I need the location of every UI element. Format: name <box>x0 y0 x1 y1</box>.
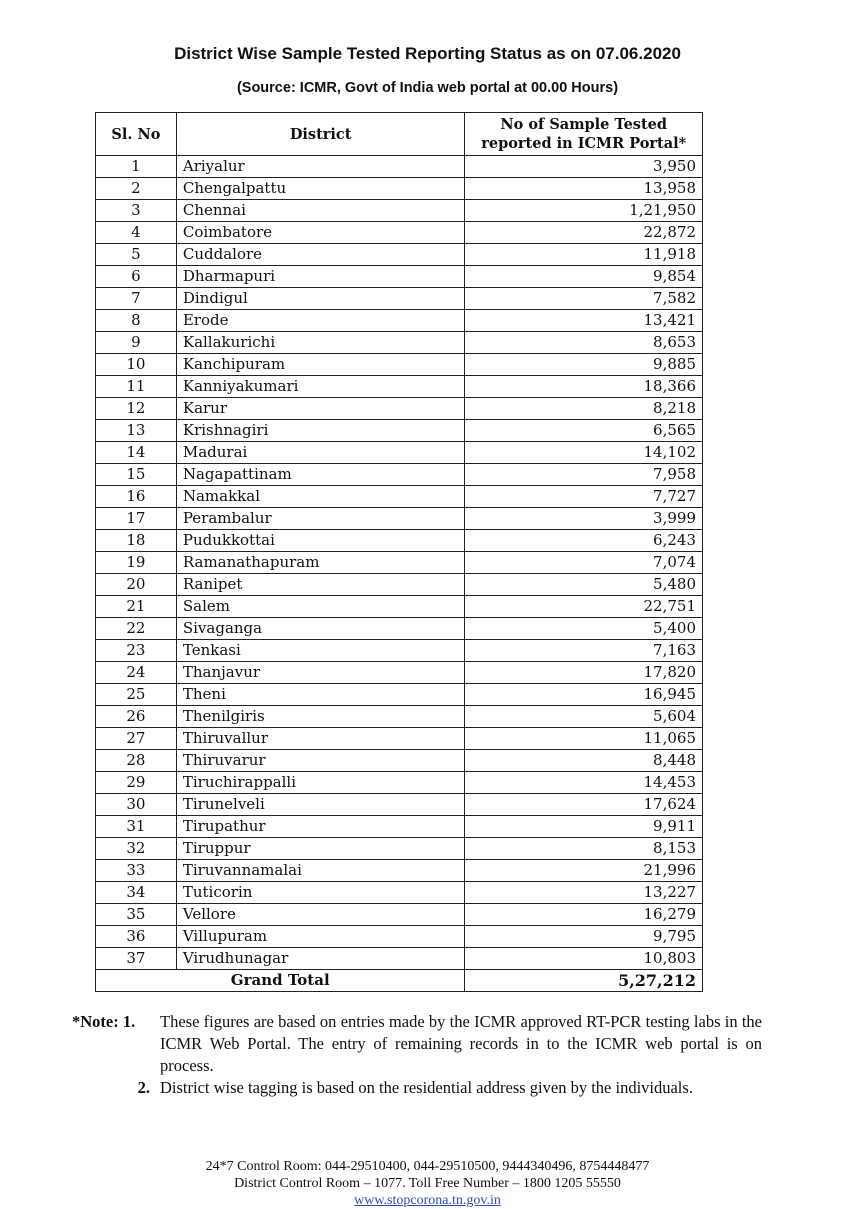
table-row <box>96 156 703 178</box>
table-row <box>96 926 703 948</box>
table-row <box>96 486 703 508</box>
samples-tested-cell: 3,950 <box>465 156 703 178</box>
sl-no-cell: 33 <box>96 860 177 882</box>
sl-no-cell: 8 <box>96 310 177 332</box>
note-2 <box>72 1077 762 1099</box>
sl-no-cell: 11 <box>96 376 177 398</box>
table-row <box>96 332 703 354</box>
samples-tested-cell: 22,751 <box>465 596 703 618</box>
header-sl-no: Sl. No <box>96 113 177 156</box>
table-row <box>96 684 703 706</box>
district-cell: Karur <box>176 398 465 420</box>
table-row <box>96 750 703 772</box>
note-1 <box>72 1011 762 1077</box>
grand-total-row <box>96 970 703 992</box>
samples-tested-cell: 14,102 <box>465 442 703 464</box>
sl-no-cell: 28 <box>96 750 177 772</box>
samples-tested-cell: 14,453 <box>465 772 703 794</box>
note-label: 2. <box>137 1078 150 1097</box>
sl-no-cell: 6 <box>96 266 177 288</box>
table-row <box>96 596 703 618</box>
samples-tested-cell: 9,911 <box>465 816 703 838</box>
sl-no-cell: 20 <box>96 574 177 596</box>
website-link[interactable]: www.stopcorona.tn.gov.in <box>354 1193 501 1208</box>
table-row <box>96 640 703 662</box>
table-row <box>96 354 703 376</box>
district-cell: Erode <box>176 310 465 332</box>
samples-tested-cell: 8,653 <box>465 332 703 354</box>
note-text: These figures are based on entries made by the ICMR approved RT-PCR testing labs in the ICMR Web Portal. The entry of remaining records in to the ICMR web portal is on process. <box>160 1012 762 1075</box>
samples-tested-cell: 17,820 <box>465 662 703 684</box>
district-cell: Theni <box>176 684 465 706</box>
samples-tested-cell: 9,795 <box>465 926 703 948</box>
sl-no-cell: 27 <box>96 728 177 750</box>
sl-no-cell: 17 <box>96 508 177 530</box>
district-cell: Dindigul <box>176 288 465 310</box>
district-cell: Madurai <box>176 442 465 464</box>
district-cell: Coimbatore <box>176 222 465 244</box>
samples-tested-cell: 7,958 <box>465 464 703 486</box>
sl-no-cell: 26 <box>96 706 177 728</box>
district-cell: Tirupathur <box>176 816 465 838</box>
district-cell: Ranipet <box>176 574 465 596</box>
sl-no-cell: 14 <box>96 442 177 464</box>
sl-no-cell: 16 <box>96 486 177 508</box>
samples-tested-cell: 16,945 <box>465 684 703 706</box>
sl-no-cell: 9 <box>96 332 177 354</box>
district-cell: Sivaganga <box>176 618 465 640</box>
district-cell: Tenkasi <box>176 640 465 662</box>
table-header-row <box>96 113 703 156</box>
notes-section <box>72 1011 762 1099</box>
district-cell: Dharmapuri <box>176 266 465 288</box>
samples-tested-cell: 11,065 <box>465 728 703 750</box>
district-cell: Salem <box>176 596 465 618</box>
table-row <box>96 772 703 794</box>
sl-no-cell: 37 <box>96 948 177 970</box>
district-cell: Krishnagiri <box>176 420 465 442</box>
district-cell: Thenilgiris <box>176 706 465 728</box>
samples-tested-cell: 7,163 <box>465 640 703 662</box>
district-cell: Tiruchirappalli <box>176 772 465 794</box>
sl-no-cell: 25 <box>96 684 177 706</box>
table-row <box>96 266 703 288</box>
sl-no-cell: 10 <box>96 354 177 376</box>
sl-no-cell: 36 <box>96 926 177 948</box>
sl-no-cell: 7 <box>96 288 177 310</box>
district-cell: Kanniyakumari <box>176 376 465 398</box>
samples-tested-cell: 13,958 <box>465 178 703 200</box>
samples-tested-cell: 13,421 <box>465 310 703 332</box>
sl-no-cell: 15 <box>96 464 177 486</box>
table-row <box>96 728 703 750</box>
table-row <box>96 398 703 420</box>
samples-tested-cell: 7,074 <box>465 552 703 574</box>
table-row <box>96 860 703 882</box>
table-row <box>96 662 703 684</box>
samples-tested-cell: 17,624 <box>465 794 703 816</box>
footer <box>0 1158 855 1209</box>
note-text: District wise tagging is based on the residential address given by the individuals. <box>160 1078 693 1097</box>
district-cell: Kanchipuram <box>176 354 465 376</box>
table-row <box>96 376 703 398</box>
district-cell: Villupuram <box>176 926 465 948</box>
samples-tested-cell: 7,727 <box>465 486 703 508</box>
table-row <box>96 838 703 860</box>
samples-tested-cell: 16,279 <box>465 904 703 926</box>
district-cell: Chennai <box>176 200 465 222</box>
district-cell: Thanjavur <box>176 662 465 684</box>
district-cell: Pudukkottai <box>176 530 465 552</box>
samples-tested-cell: 18,366 <box>465 376 703 398</box>
table-row <box>96 508 703 530</box>
samples-tested-cell: 5,604 <box>465 706 703 728</box>
samples-tested-cell: 1,21,950 <box>465 200 703 222</box>
samples-tested-cell: 3,999 <box>465 508 703 530</box>
district-cell: Namakkal <box>176 486 465 508</box>
district-control-room: District Control Room – 1077. Toll Free Number – 1800 1205 55550 <box>234 1176 621 1191</box>
table-row <box>96 464 703 486</box>
sl-no-cell: 30 <box>96 794 177 816</box>
table-row <box>96 904 703 926</box>
samples-tested-cell: 9,854 <box>465 266 703 288</box>
sl-no-cell: 19 <box>96 552 177 574</box>
table-row <box>96 310 703 332</box>
district-cell: Thiruvarur <box>176 750 465 772</box>
sl-no-cell: 2 <box>96 178 177 200</box>
district-cell: Ariyalur <box>176 156 465 178</box>
table-row <box>96 706 703 728</box>
samples-tested-cell: 5,480 <box>465 574 703 596</box>
district-cell: Kallakurichi <box>176 332 465 354</box>
grand-total-value: 5,27,212 <box>465 970 703 992</box>
district-cell: Perambalur <box>176 508 465 530</box>
sl-no-cell: 23 <box>96 640 177 662</box>
district-cell: Ramanathapuram <box>176 552 465 574</box>
samples-tested-cell: 9,885 <box>465 354 703 376</box>
table-row <box>96 882 703 904</box>
table-row <box>96 420 703 442</box>
table-row <box>96 178 703 200</box>
table-row <box>96 948 703 970</box>
district-cell: Tiruppur <box>176 838 465 860</box>
table-row <box>96 574 703 596</box>
sl-no-cell: 24 <box>96 662 177 684</box>
grand-total-label: Grand Total <box>96 970 465 992</box>
samples-tested-cell: 6,243 <box>465 530 703 552</box>
sl-no-cell: 13 <box>96 420 177 442</box>
sl-no-cell: 4 <box>96 222 177 244</box>
sl-no-cell: 22 <box>96 618 177 640</box>
sl-no-cell: 34 <box>96 882 177 904</box>
district-sample-table <box>95 112 703 992</box>
header-samples-tested: No of Sample Tested reported in ICMR Portal* <box>465 113 703 156</box>
sl-no-cell: 18 <box>96 530 177 552</box>
samples-tested-cell: 7,582 <box>465 288 703 310</box>
table-row <box>96 552 703 574</box>
table-row <box>96 816 703 838</box>
table-row <box>96 442 703 464</box>
samples-tested-cell: 8,448 <box>465 750 703 772</box>
table-row <box>96 530 703 552</box>
district-cell: Nagapattinam <box>176 464 465 486</box>
control-room-numbers: 24*7 Control Room: 044-29510400, 044-29510500, 9444340496, 8754448477 <box>205 1159 650 1174</box>
samples-tested-cell: 5,400 <box>465 618 703 640</box>
table-row <box>96 222 703 244</box>
samples-tested-cell: 8,218 <box>465 398 703 420</box>
sl-no-cell: 12 <box>96 398 177 420</box>
samples-tested-cell: 13,227 <box>465 882 703 904</box>
district-cell: Cuddalore <box>176 244 465 266</box>
district-cell: Vellore <box>176 904 465 926</box>
samples-tested-cell: 8,153 <box>465 838 703 860</box>
sl-no-cell: 32 <box>96 838 177 860</box>
document-subtitle: (Source: ICMR, Govt of India web portal at 00.00 Hours) <box>236 80 619 96</box>
note-label: *Note: 1. <box>72 1012 136 1031</box>
sl-no-cell: 35 <box>96 904 177 926</box>
sl-no-cell: 21 <box>96 596 177 618</box>
sl-no-cell: 5 <box>96 244 177 266</box>
district-cell: Tirunelveli <box>176 794 465 816</box>
header-district: District <box>176 113 465 156</box>
sl-no-cell: 1 <box>96 156 177 178</box>
sl-no-cell: 29 <box>96 772 177 794</box>
samples-tested-cell: 21,996 <box>465 860 703 882</box>
table-row <box>96 244 703 266</box>
district-cell: Thiruvallur <box>176 728 465 750</box>
table-row <box>96 288 703 310</box>
district-cell: Tuticorin <box>176 882 465 904</box>
sl-no-cell: 31 <box>96 816 177 838</box>
samples-tested-cell: 10,803 <box>465 948 703 970</box>
table-row <box>96 794 703 816</box>
samples-tested-cell: 6,565 <box>465 420 703 442</box>
district-cell: Tiruvannamalai <box>176 860 465 882</box>
document-title: District Wise Sample Tested Reporting Status as on 07.06.2020 <box>174 44 681 63</box>
table-row <box>96 200 703 222</box>
district-cell: Virudhunagar <box>176 948 465 970</box>
samples-tested-cell: 22,872 <box>465 222 703 244</box>
table-row <box>96 618 703 640</box>
district-cell: Chengalpattu <box>176 178 465 200</box>
samples-tested-cell: 11,918 <box>465 244 703 266</box>
sl-no-cell: 3 <box>96 200 177 222</box>
